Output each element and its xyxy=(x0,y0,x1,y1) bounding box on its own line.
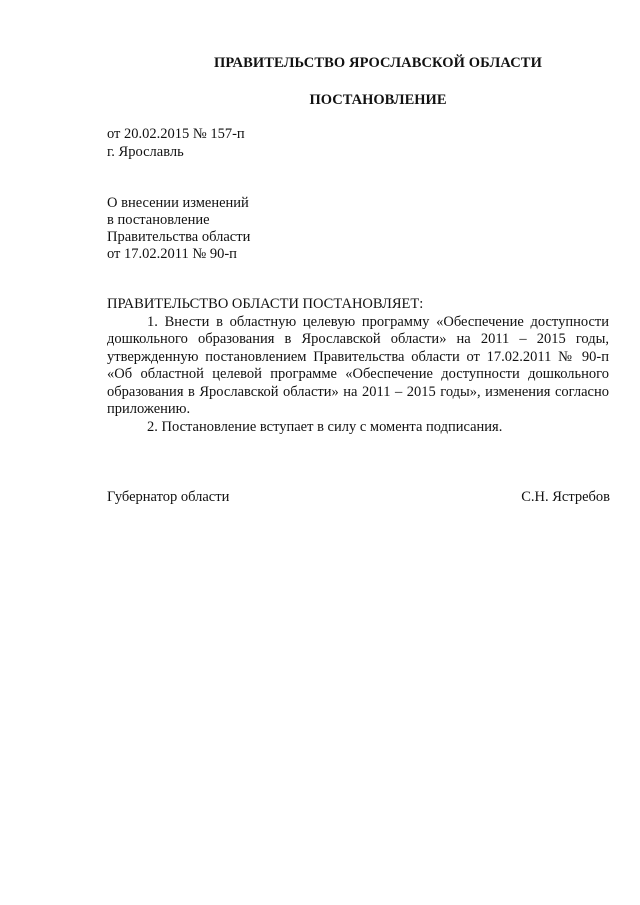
resolution-preamble: ПРАВИТЕЛЬСТВО ОБЛАСТИ ПОСТАНОВЛЯЕТ: xyxy=(107,296,424,312)
resolution-body xyxy=(107,296,609,436)
signatory-name: С.Н. Ястребов xyxy=(521,489,610,505)
resolution-item-1: 1. Внести в областную целевую программу «Обеспечение доступности дошкольного образования в Ярославской области» на 2011 – 2015 годы, утвержденную постановлением Правительства области от 17.02.2011 № 90-п «Об областной целевой программе «Обеспечение доступности дошкольного образования в Ярославской области» на 2011 – 2015 годы», изменения согласно приложению. xyxy=(107,313,609,417)
government-title: ПРАВИТЕЛЬСТВО ЯРОСЛАВСКОЙ ОБЛАСТИ xyxy=(214,55,542,71)
document-date-number: от 20.02.2015 № 157-п xyxy=(107,126,245,142)
signatory-position: Губернатор области xyxy=(107,489,230,505)
subject-line-4: от 17.02.2011 № 90-п xyxy=(107,246,237,262)
subject-line-1: О внесении изменений xyxy=(107,195,249,211)
resolution-item-2: 2. Постановление вступает в силу с момента подписания. xyxy=(147,418,503,435)
subject-line-3: Правительства области xyxy=(107,229,251,245)
subject-line-2: в постановление xyxy=(107,212,210,228)
document-type-title: ПОСТАНОВЛЕНИЕ xyxy=(309,92,447,108)
document-city: г. Ярославль xyxy=(107,144,184,160)
